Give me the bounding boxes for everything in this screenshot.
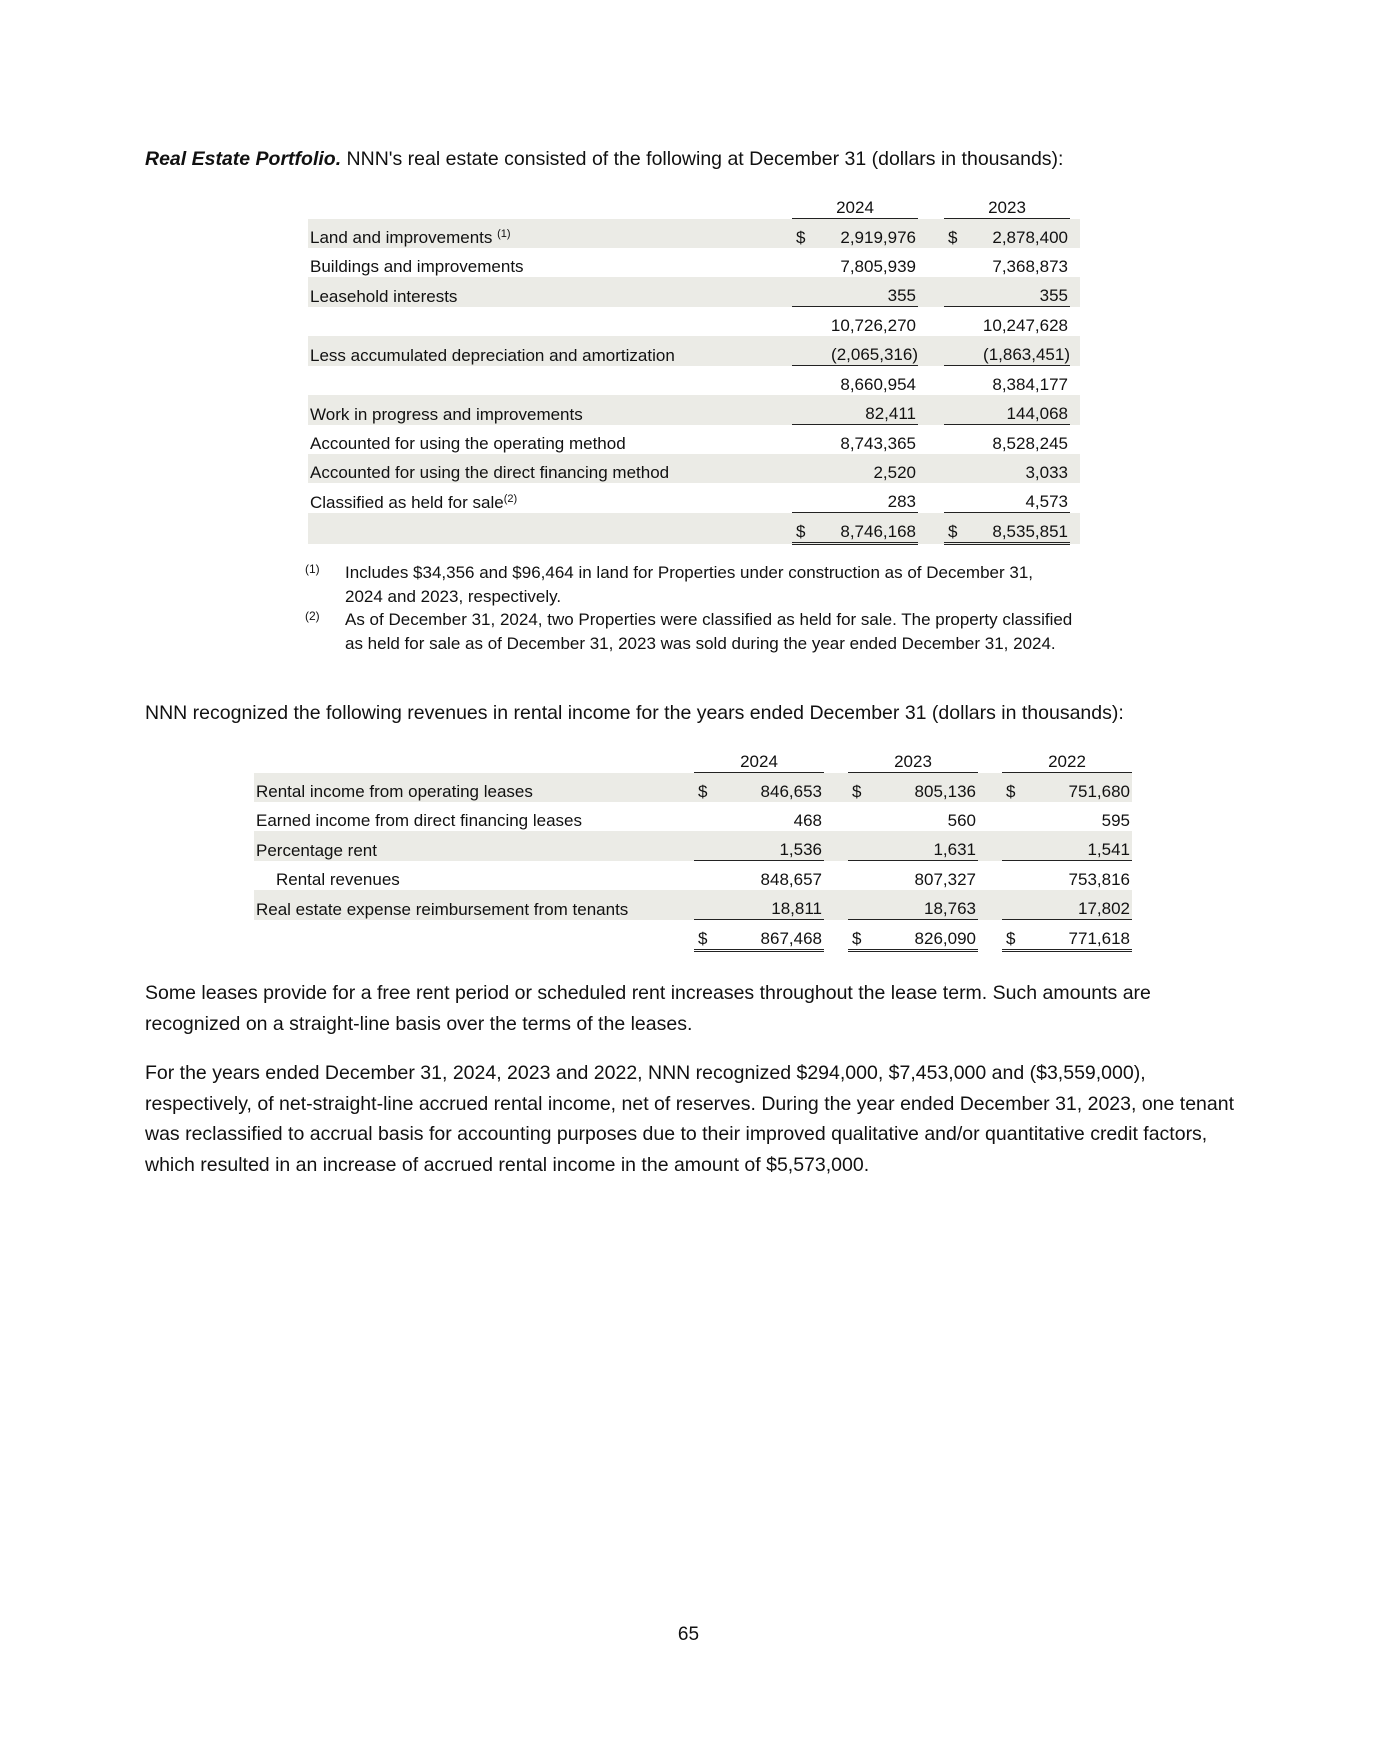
row-label: Less accumulated depreciation and amortization — [308, 336, 792, 366]
table-row — [308, 425, 1080, 455]
value-2023: 8,535,851 — [967, 513, 1070, 544]
year-header-2024: 2024 — [694, 748, 824, 773]
value-2024: 8,660,954 — [840, 375, 916, 394]
value-2024: 283 — [815, 483, 918, 513]
year-header-2024: 2024 — [792, 194, 918, 219]
row-label: Work in progress and improvements — [308, 395, 792, 425]
table-row-subtotal — [308, 366, 1080, 396]
footnote-text: Includes $34,356 and $96,464 in land for Properties under construction as of December 31, 2024 and 2023, respectively. — [345, 563, 1033, 606]
value-2023: 144,068 — [967, 395, 1070, 425]
table-row — [308, 248, 1080, 277]
value-2024: 848,657 — [760, 870, 822, 889]
value-2023: 18,763 — [872, 890, 978, 920]
value-2023: 3,033 — [967, 454, 1070, 483]
value-2024: 846,653 — [718, 773, 824, 803]
value-2023: 8,384,177 — [992, 375, 1068, 394]
footnote — [305, 561, 1075, 608]
year-header-2023: 2023 — [848, 748, 978, 773]
intro-text: NNN's real estate consisted of the following at December 31 (dollars in thousands): — [341, 148, 1064, 170]
currency-symbol: $ — [694, 773, 718, 803]
value-2023: 1,631 — [872, 831, 978, 861]
row-label: Earned income from direct financing leases — [256, 811, 582, 830]
value-2022: 751,680 — [1026, 773, 1132, 803]
value-2024: 2,919,976 — [815, 219, 918, 249]
table-row — [308, 219, 1080, 249]
value-2023: 805,136 — [872, 773, 978, 803]
currency-symbol: $ — [944, 513, 967, 544]
value-2023: 7,368,873 — [992, 257, 1068, 276]
footnote — [305, 608, 1075, 655]
table-row — [254, 773, 1132, 803]
row-label: Land and improvements — [310, 228, 498, 247]
row-label: Buildings and improvements — [310, 257, 524, 276]
table-row — [308, 277, 1080, 307]
footnote-ref: (2) — [503, 492, 518, 505]
value-2023: 355 — [967, 277, 1070, 307]
footnote-ref: (1) — [497, 228, 511, 240]
row-label: Percentage rent — [254, 831, 694, 861]
value-2023: 826,090 — [872, 920, 978, 951]
value-2023: (1,863,451) — [967, 336, 1070, 366]
revenue-intro: NNN recognized the following revenues in rental income for the years ended December 31 (dollars in thousands): — [145, 702, 1124, 724]
table-row — [254, 890, 1132, 920]
value-2024: 1,536 — [718, 831, 824, 861]
table-row — [254, 831, 1132, 861]
currency-symbol: $ — [848, 920, 872, 951]
footnote-mark: (2) — [305, 609, 320, 623]
value-2024: 10,726,270 — [830, 316, 916, 335]
value-2022: 771,618 — [1026, 920, 1132, 951]
table-row-total — [308, 513, 1080, 544]
footnotes — [305, 561, 1075, 655]
currency-symbol: $ — [792, 219, 815, 249]
real-estate-table — [308, 194, 1080, 545]
value-2024: 355 — [815, 277, 918, 307]
year-header-2022: 2022 — [1002, 748, 1132, 773]
value-2024: 2,520 — [815, 454, 918, 483]
value-2023: 807,327 — [914, 870, 976, 889]
straight-line-paragraph: Some leases provide for a free rent period or scheduled rent increases throughout the lease term. Such amounts are recognized on a straight-line basis over the terms of the leases. — [145, 982, 1151, 1035]
table-row-subtotal — [308, 307, 1080, 337]
value-2022: 753,816 — [1068, 870, 1130, 889]
accrued-rental-paragraph: For the years ended December 31, 2024, 2023 and 2022, NNN recognized $294,000, $7,453,000 and ($3,559,000), respectively, of net-straight-line accrued rental income, net of reserves. During the year ended December 31, 2023, one tenant was reclassified to accrual basis for accounting purposes due to their improved qualitative and/or quantitative credit factors, which resulted in an increase of accrued rental income in the amount of $5,573,000. — [145, 1062, 1234, 1176]
currency-symbol: $ — [944, 219, 967, 249]
table-row — [308, 483, 1080, 513]
currency-symbol: $ — [1002, 773, 1026, 803]
value-2023: 560 — [947, 811, 976, 830]
value-2024: 867,468 — [718, 920, 824, 951]
table-row — [254, 802, 1132, 831]
value-2024: 8,743,365 — [840, 434, 916, 453]
year-header-2023: 2023 — [944, 194, 1070, 219]
page-number: 65 — [677, 1624, 700, 1645]
row-label: Accounted for using the direct financing method — [308, 454, 792, 483]
value-2024: 8,746,168 — [815, 513, 918, 544]
value-2022: 17,802 — [1026, 890, 1132, 920]
value-2024: (2,065,316) — [815, 336, 918, 366]
value-2022: 595 — [1101, 811, 1130, 830]
value-2023: 10,247,628 — [982, 316, 1068, 335]
section-intro — [145, 144, 1235, 175]
row-label: Rental income from operating leases — [254, 773, 694, 803]
row-label: Leasehold interests — [308, 277, 792, 307]
value-2024: 468 — [793, 811, 822, 830]
value-2024: 18,811 — [718, 890, 824, 920]
table-row — [308, 395, 1080, 425]
currency-symbol: $ — [694, 920, 718, 951]
currency-symbol: $ — [848, 773, 872, 803]
value-2023: 4,573 — [967, 483, 1070, 513]
currency-symbol: $ — [792, 513, 815, 544]
table-row-subtotal — [254, 861, 1132, 891]
table-row-total — [254, 920, 1132, 951]
value-2024: 82,411 — [815, 395, 918, 425]
row-label: Rental revenues — [276, 870, 400, 889]
footnote-text: As of December 31, 2024, two Properties were classified as held for sale. The property classified as held for sale as of December 31, 2023 was sold during the year ended December 31, 2024. — [345, 610, 1073, 653]
table-row — [308, 454, 1080, 483]
value-2024: 7,805,939 — [840, 257, 916, 276]
value-2022: 1,541 — [1026, 831, 1132, 861]
table-row — [308, 336, 1080, 366]
table-header-row — [308, 194, 1080, 219]
value-2023: 2,878,400 — [967, 219, 1070, 249]
rental-revenue-table — [254, 748, 1132, 952]
table-header-row — [254, 748, 1132, 773]
row-label: Classified as held for sale — [310, 492, 504, 512]
row-label: Accounted for using the operating method — [310, 434, 626, 453]
footnote-mark: (1) — [305, 562, 320, 576]
value-2023: 8,528,245 — [992, 434, 1068, 453]
row-label: Real estate expense reimbursement from tenants — [254, 890, 694, 920]
currency-symbol: $ — [1002, 920, 1026, 951]
section-heading: Real Estate Portfolio. — [145, 148, 342, 170]
